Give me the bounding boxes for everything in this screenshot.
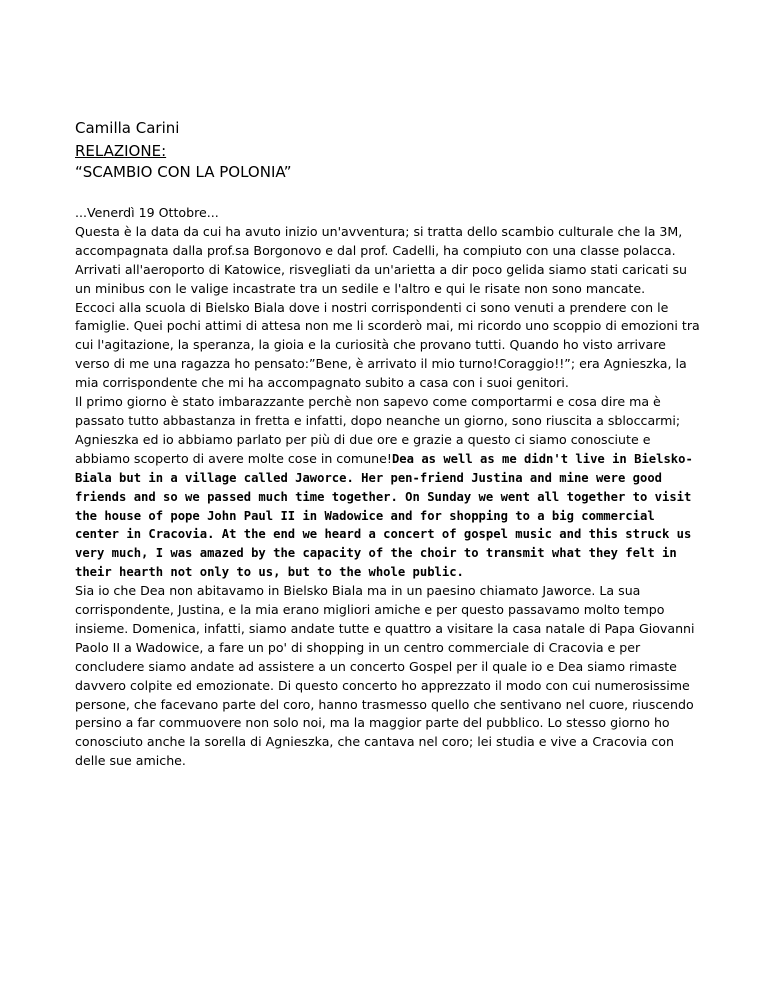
report-subtitle: “SCAMBIO CON LA POLONIA” [75,163,292,181]
paragraph-first-day [75,393,700,582]
report-body [75,204,700,771]
english-summary-text: Dea as well as me didn't live in Bielsko-Biala but in a village called Jaworce. Her pen-friend Justina and mine were good friends and so we passed much time together. On Sunday we went all together to visit the house of pope John Paul II in Wadowice and for shopping to a big commercial center in Cracovia. At the end we heard a concert of gospel music and this struck us very much, I was amazed by the capacity of the choir to transmit what they felt in their hearth not only to us, but to the whole public. [75,451,693,580]
author-name: Camilla Carini [75,119,180,137]
paragraph-intro: Questa è la data da cui ha avuto inizio un'avventura; si tratta dello scambio culturale che la 3M, accompagnata dalla prof.sa Borgonovo e dal prof. Cadelli, ha compiuto con una classe polacca. [75,223,683,258]
paragraph-school: Eccoci alla scuola di Bielsko Biala dove i nostri corrispondenti ci sono venuti a prendere con le famiglie. Quei pochi attimi di attesa non me li scorderò mai, mi ricordo uno scoppio di emozioni tra cui l'agitazione, la speranza, la gioia e la curiosità che provano tutti. Quando ho visto arrivare verso di me una ragazza ho pensato:”Bene, è arrivato il mio turno!Coraggio!!”; era Agnieszka, la mia corrispondente che mi ha accompagnato subito a casa con i suoi genitori. [75,299,700,391]
title-block [75,141,292,183]
report-heading: RELAZIONE: [75,142,167,160]
first-day-italian-text: Il primo giorno è stato imbarazzante perchè non sapevo come comportarmi e cosa dire ma è passato tutto abbastanza in fretta e infatti, dopo neanche un giorno, sono riuscita a sbloccarmi; Agnieszka ed io abbiamo parlato per più di due ore e grazie a questo ci siamo conosciute e abbiamo scoperto di avere molte cose in comune! [75,394,681,466]
paragraph-date: ...Venerdì 19 Ottobre... [75,205,219,220]
paragraph-arrival: Arrivati all'aeroporto di Katowice, risvegliati da un'arietta a dir poco gelida siamo stati caricati su un minibus con le valige incastrate tra un sedile e l'altro e qui le risate non sono mancate. [75,261,688,296]
paragraph-closing: Sia io che Dea non abitavamo in Bielsko Biala ma in un paesino chiamato Jaworce. La sua corrispondente, Justina, e la mia erano migliori amiche e per questo passavamo molto tempo insieme. Domenica, infatti, siamo andate tutte e quattro a visitare la casa natale di Papa Giovanni Paolo II a Wadowice, a fare un po' di shopping in un centro commerciale di Cracovia e per concludere siamo andate ad assistere a un concerto Gospel per il quale io e Dea siamo rimaste davvero colpite ed emozionate. Di questo concerto ho apprezzato il modo con cui numerosissime persone, che facevano parte del coro, hanno trasmesso quello che sentivano nel cuore, riuscendo persino a far commuovere non solo noi, ma la maggior parte del pubblico. Lo stesso giorno ho conosciuto anche la sorella di Agnieszka, che cantava nel coro; lei studia e vive a Cracovia con delle sue amiche. [75,583,695,769]
